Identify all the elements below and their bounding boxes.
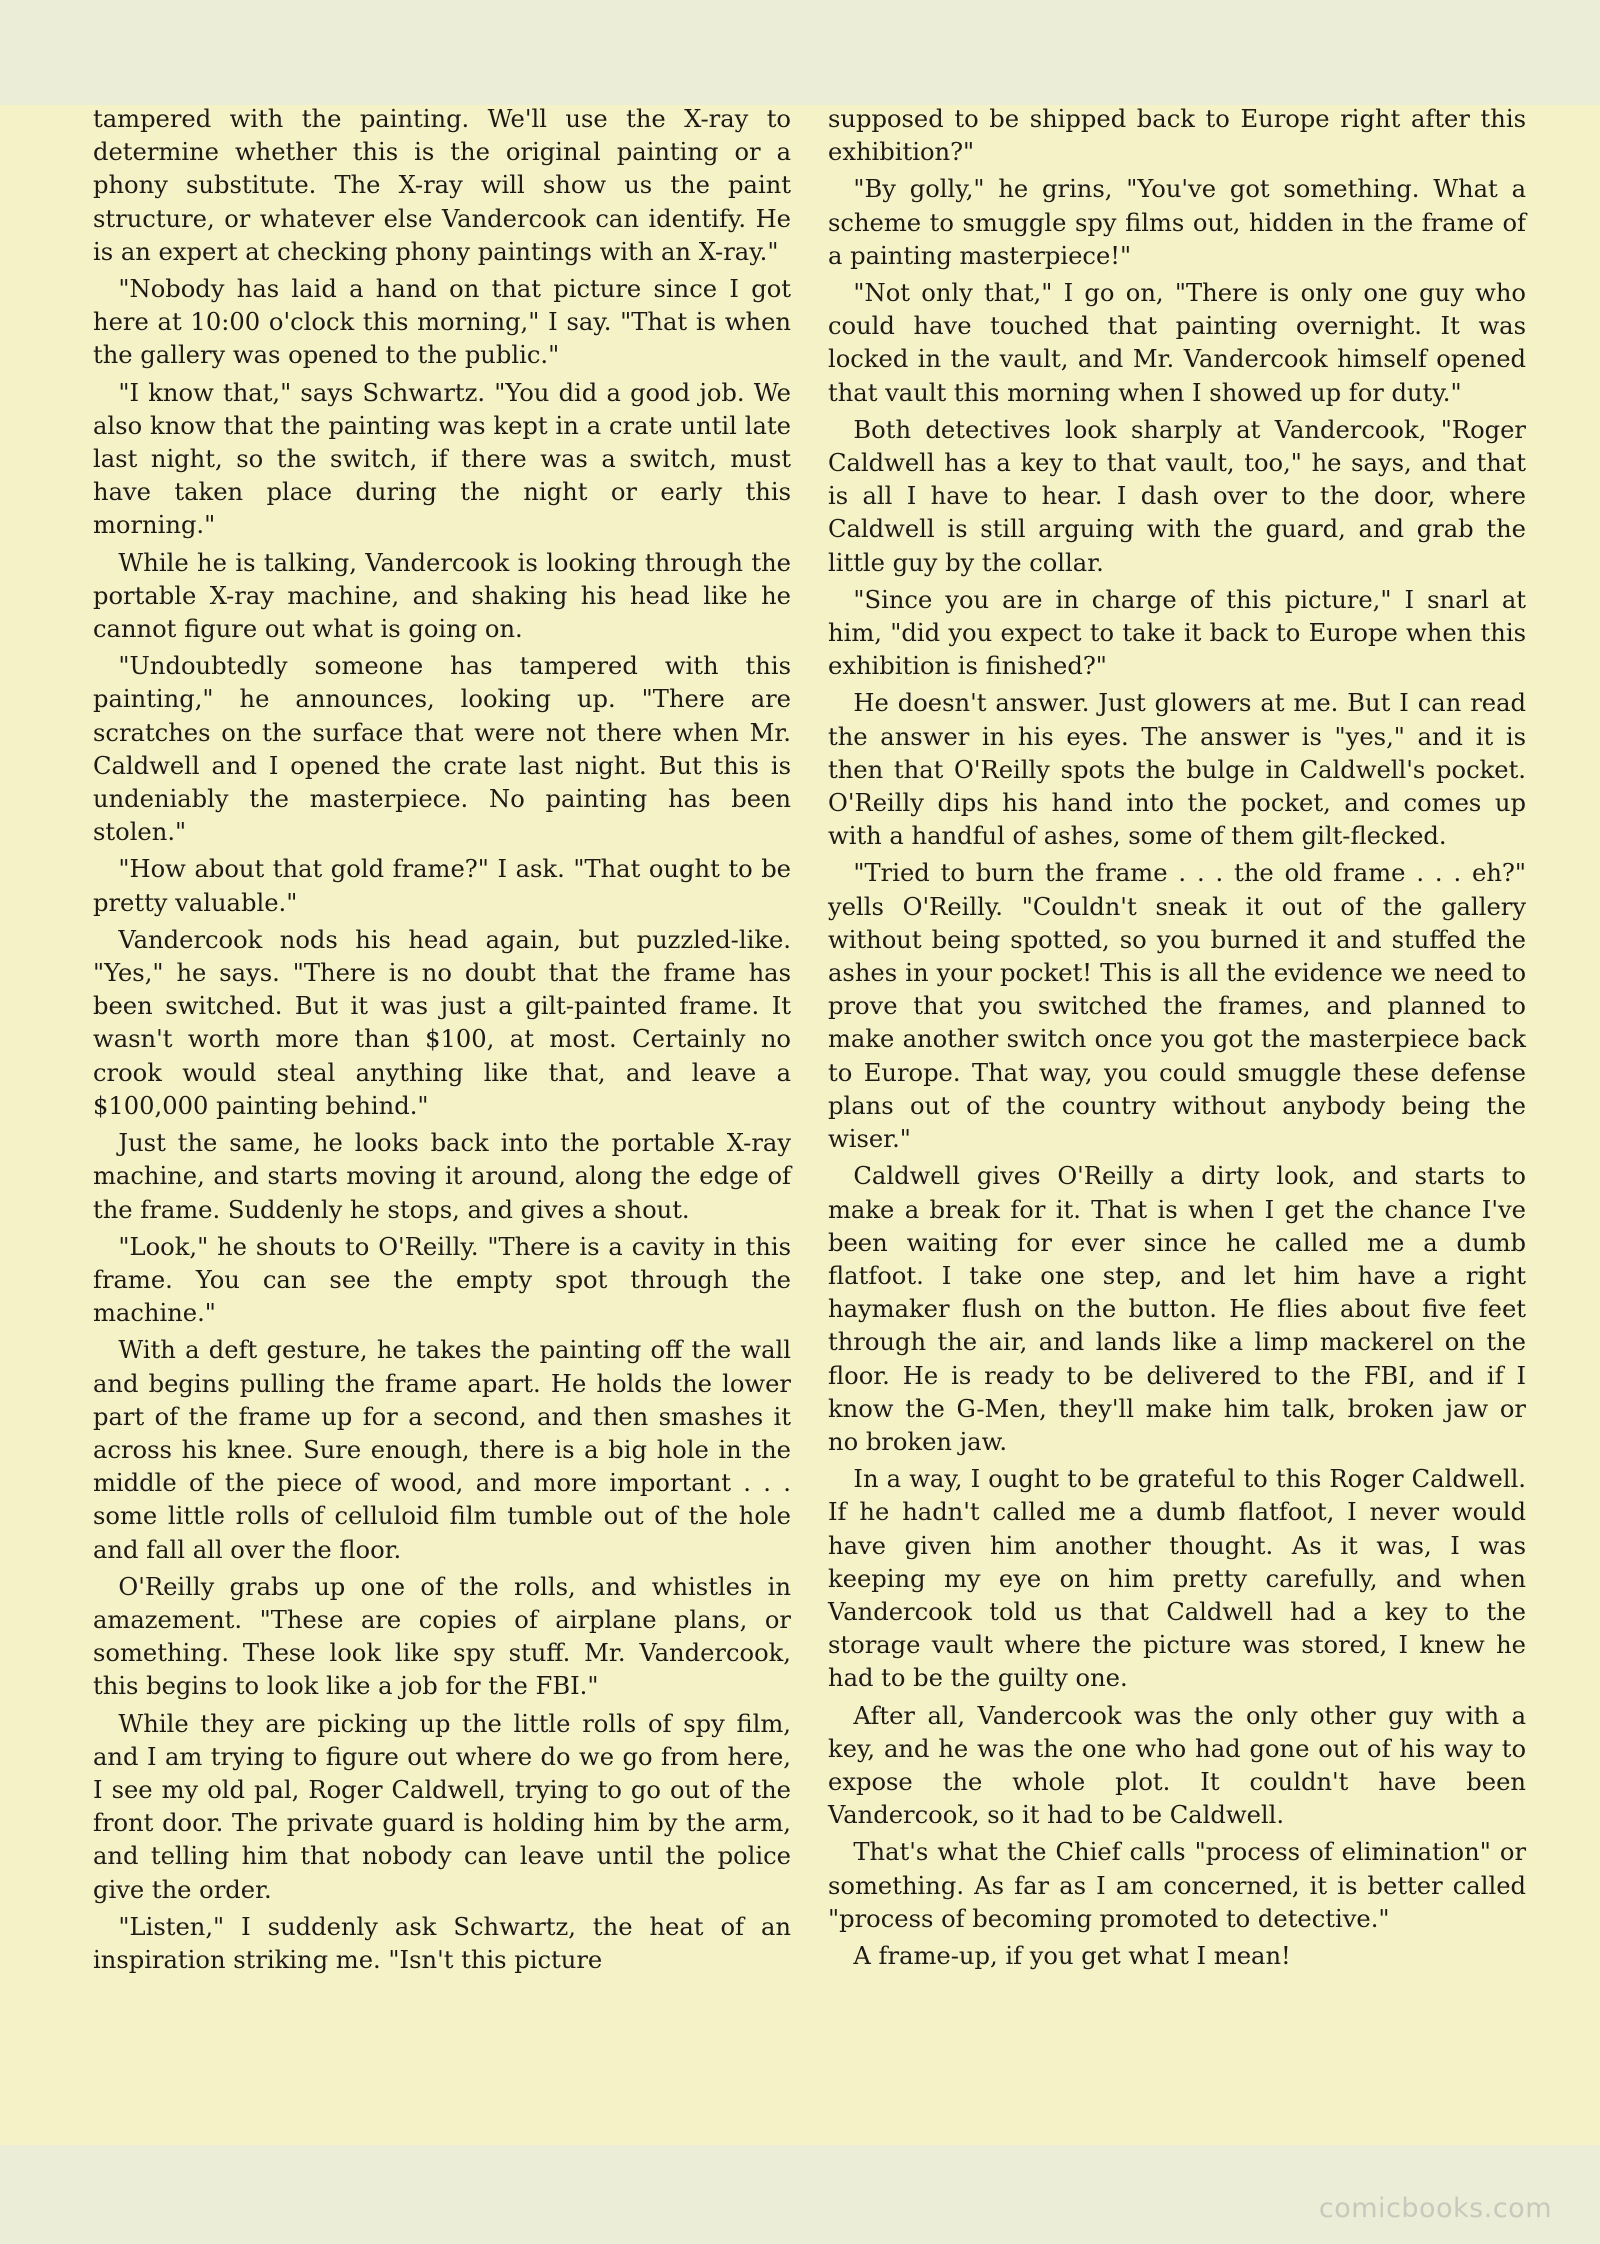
story-paragraph: "How about that gold frame?" I ask. "That ought to be pretty valuable." xyxy=(93,855,791,917)
story-paragraph: While he is talking, Vandercook is looking through the portable X-ray machine, and shaking his head like he cannot figure out what is going on. xyxy=(93,548,791,644)
story-paragraph: "Since you are in charge of this picture," I snarl at him, "did you expect to take it back to Europe when this exhibition is finished?" xyxy=(828,585,1526,681)
story-paragraph: "Nobody has laid a hand on that picture since I got here at 10:00 o'clock this morning," I say. "That is when the gallery was opened to the public." xyxy=(93,275,791,370)
story-paragraph: "Look," he shouts to O'Reilly. "There is a cavity in this frame. You can see the empty spot through the machine." xyxy=(93,1232,791,1328)
story-paragraph: After all, Vandercook was the only other guy with a key, and he was the one who had gone out of his way to expose the whole plot. It couldn't have been Vandercook, so it had to be Caldwell. xyxy=(828,1701,1526,1830)
story-paragraph: "Undoubtedly someone has tampered with this painting," he announces, looking up. "There are scratches on the surface that were not there when Mr. Caldwell and I opened the crate last night. But this is undeniably the masterpiece. No painting has been stolen." xyxy=(93,652,791,847)
story-paragraph: With a deft gesture, he takes the painting off the wall and begins pulling the frame apart. He holds the lower part of the frame up for a second, and then smashes it across his knee. Sure enough, there is a big hole in the middle of the piece of wood, and more important . . . some little rolls of celluloid film tumble out of the hole and fall all over the floor. xyxy=(93,1336,791,1564)
story-paragraph-ending: A frame-up, if you get what I mean! xyxy=(853,1941,1291,1970)
story-paragraph: "Tried to burn the frame . . . the old frame . . . eh?" yells O'Reilly. "Couldn't sneak it out of the gallery without being spotted, so you burned it and stuffed the ashes in your pocket! This is all the evidence we need to prove that you switched the frames, and planned to make another switch once you got the masterpiece back to Europe. That way, you could smuggle these defense plans out of the country without anybody being the wiser." xyxy=(828,859,1526,1154)
story-paragraph: Caldwell gives O'Reilly a dirty look, and starts to make a break for it. That is when I get the chance I've been waiting for ever since he called me a dumb flatfoot. I take one step, and let him have a right haymaker flush on the button. He flies about five feet through the air, and lands like a limp mackerel on the floor. He is ready to be delivered to the FBI, and if I know the G-Men, they'll make him talk, broken jaw or no broken jaw. xyxy=(828,1162,1526,1456)
story-paragraph: Just the same, he looks back into the portable X-ray machine, and starts moving it around, along the edge of the frame. Suddenly he stops, and gives a shout. xyxy=(93,1129,791,1224)
story-paragraph: That's what the Chief calls "process of elimination" or something. As far as I am concerned, it is better called "process of becoming promoted to detective." xyxy=(828,1838,1526,1933)
story-paragraph: tampered with the painting. We'll use the X-ray to determine whether this is the original painting or a phony substitute. The X-ray will show us the paint structure, or whatever else Vandercook can identify. He is an expert at checking phony paintings with an X-ray." xyxy=(93,105,791,266)
story-paragraph: supposed to be shipped back to Europe right after this exhibition?" xyxy=(828,105,1526,167)
story-paragraph: "I know that," says Schwartz. "You did a good job. We also know that the painting was kept in a crate until late last night, so the switch, if there was a switch, must have taken place during the night or early this morning." xyxy=(93,378,791,540)
story-paragraph: O'Reilly grabs up one of the rolls, and whistles in amazement. "These are copies of airplane plans, or something. These look like spy stuff. Mr. Vandercook, this begins to look like a job for the FBI." xyxy=(93,1572,791,1701)
story-paragraph: "By golly," he grins, "You've got something. What a scheme to smuggle spy films out, hidden in the frame of a painting masterpiece!" xyxy=(828,175,1526,270)
story-paragraph: He doesn't answer. Just glowers at me. But I can read the answer in his eyes. The answer is "yes," and it is then that O'Reilly spots the bulge in Caldwell's pocket. O'Reilly dips his hand into the pocket, and comes up with a handful of ashes, some of them gilt-flecked. xyxy=(828,689,1526,851)
story-paragraph: Both detectives look sharply at Vandercook, "Roger Caldwell has a key to that vault, too," he says, and that is all I have to hear. I dash over to the door, where Caldwell is still arguing with the guard, and grab the little guy by the collar. xyxy=(828,415,1526,577)
story-paragraph: "Not only that," I go on, "There is only one guy who could have touched that painting overnight. It was locked in the vault, and Mr. Vandercook himself opened that vault this morning when I showed up for duty." xyxy=(828,279,1526,407)
story-paragraph: Vandercook nods his head again, but puzzled-like. "Yes," he says. "There is no doubt that the frame has been switched. But it was just a gilt-painted frame. It wasn't worth more than $100, at most. Certainly no crook would steal anything like that, and leave a $100,000 painting behind." xyxy=(93,925,791,1120)
story-paragraph: While they are picking up the little rolls of spy film, and I am trying to figure out where do we go from here, I see my old pal, Roger Caldwell, trying to go out of the front door. The private guard is holding him by the arm, and telling him that nobody can leave until the police give the order. xyxy=(93,1709,791,1904)
site-watermark: comicbooks.com xyxy=(1318,2193,1552,2224)
story-paragraph: "Listen," I suddenly ask Schwartz, the heat of an inspiration striking me. "Isn't this picture xyxy=(93,1912,791,1974)
story-paragraph: In a way, I ought to be grateful to this Roger Caldwell. If he hadn't called me a dumb flatfoot, I never would have given him another thought. As it was, I was keeping my eye on him pretty carefully, and when Vandercook told us that Caldwell had a key to the storage vault where the picture was stored, I knew he had to be the guilty one. xyxy=(828,1465,1526,1693)
story-right-column xyxy=(828,103,1526,1977)
story-left-column xyxy=(93,103,791,1981)
